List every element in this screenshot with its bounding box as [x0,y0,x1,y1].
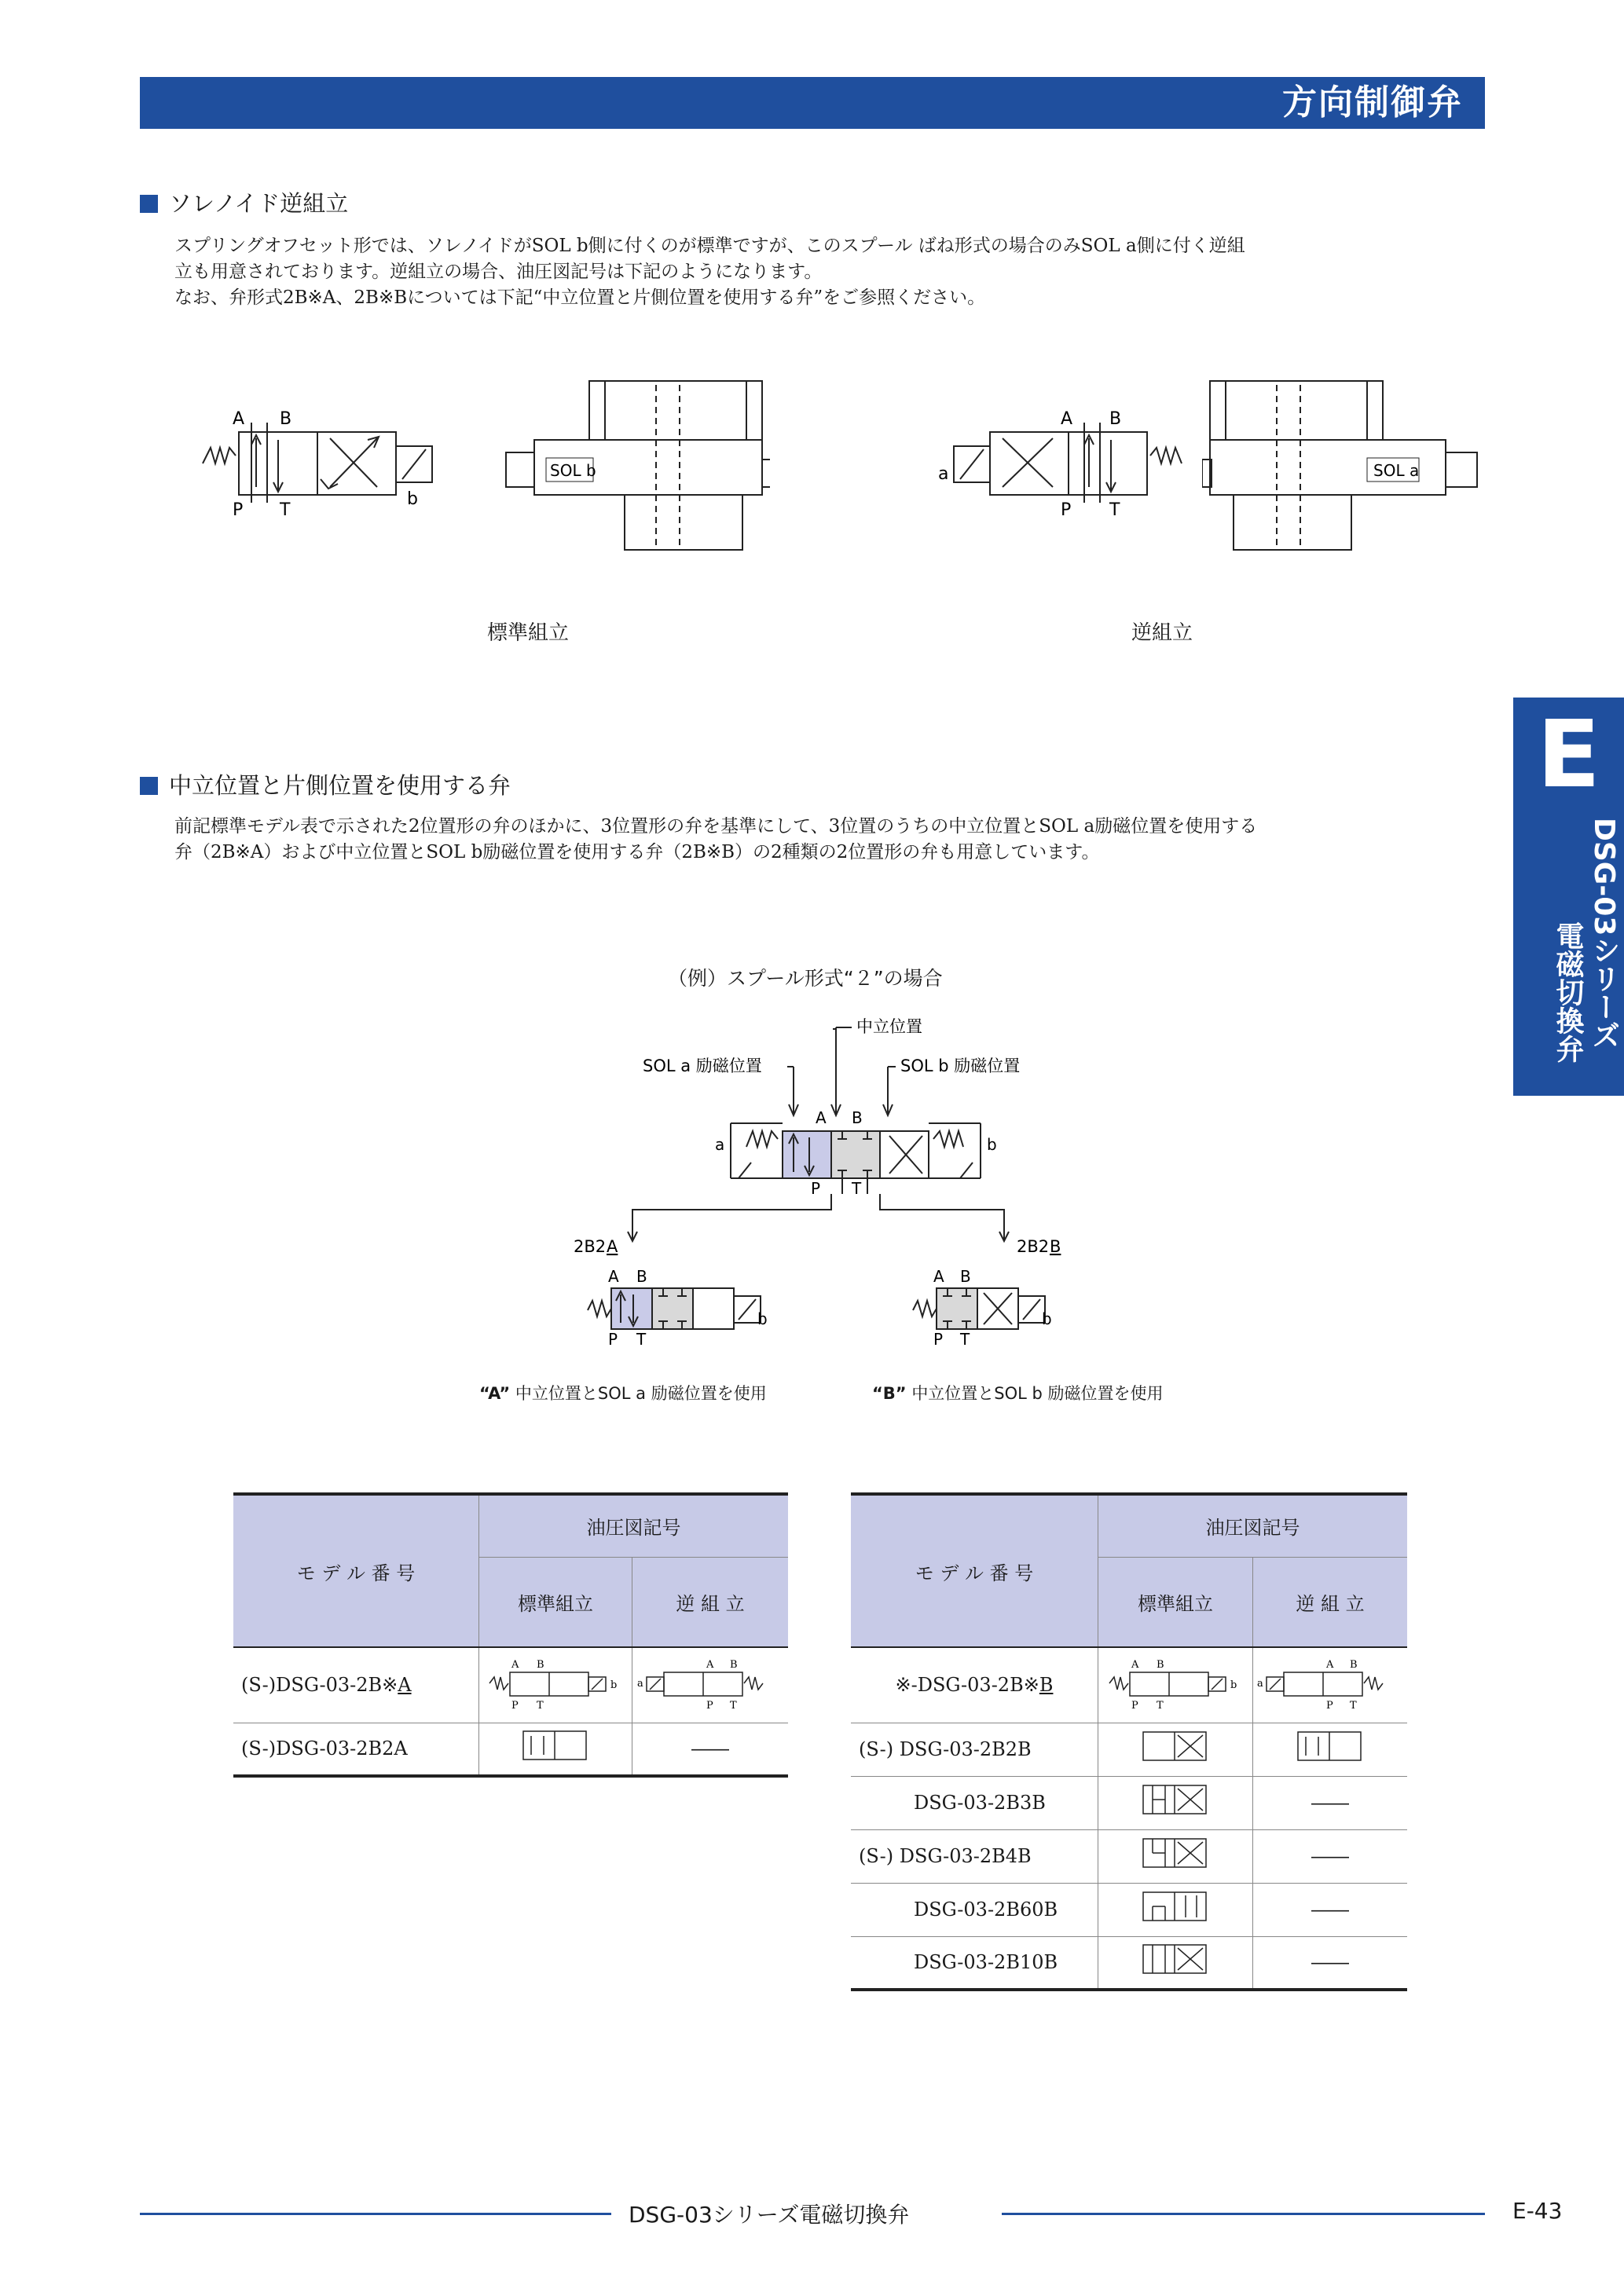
sol-a-label: SOL a [1373,461,1420,480]
model-cell: (S-)DSG-03-2B※A [233,1647,479,1723]
table-row [851,1647,1407,1723]
chapter-tab-title[interactable] [1513,811,1624,1096]
standard-symbol-cell [1098,1883,1253,1936]
header-hydraulic-symbol: 油圧図記号 [479,1494,789,1557]
port-A-label: A [933,1267,944,1286]
sol-side-label: b [407,489,418,509]
valve-symbol-icon [1140,1729,1211,1765]
sol-b-label: SOL b [550,461,596,480]
reverse-cell: ―― [1253,1776,1408,1829]
standard-symbol-cell [1098,1776,1253,1829]
valve-symbol-icon [1140,1942,1211,1978]
paragraph-line: 前記標準モデル表で示された2位置形の弁のほかに、3位置形の弁を基準にして、3位置のうちの中立位置とSOL a励磁位置を使用する [174,816,1258,837]
reverse-assembly-caption: 逆組立 [1131,621,1193,645]
header-model-number: モ デ ル 番 号 [851,1494,1098,1647]
svg-text:P: P [1131,1700,1138,1711]
caption-quote-A: “A” [479,1384,511,1403]
side-b-label: b [757,1309,768,1328]
chapter-tab-valve: 電磁切換弁 [1552,921,1584,1063]
model-table-B [851,1492,1407,1991]
standard-symbol-cell [479,1647,632,1723]
port-T-label: T [960,1330,970,1349]
reverse-cell: ―― [632,1723,789,1776]
svg-text:P: P [706,1700,713,1711]
table-row [851,1723,1407,1776]
header-bar [140,77,1485,129]
paragraph-line: 弁（2B※A）および中立位置とSOL b励磁位置を使用する弁（2B※B）の2種類の2位置形の弁も用意しています。 [174,842,1100,862]
caption-text: 中立位置とSOL b 励磁位置を使用 [911,1384,1164,1403]
reverse-assembly-symbol [935,401,1186,518]
section1-paragraph [174,233,1502,311]
chapter-tab-letter[interactable]: E [1513,698,1624,811]
header-model-number: モ デ ル 番 号 [233,1494,479,1647]
valve-symbol-icon [520,1728,591,1764]
port-T-label: T [852,1179,862,1198]
port-A-label: A [1061,409,1073,429]
svg-text:b: b [610,1679,618,1692]
svg-text:a: a [1257,1678,1263,1690]
svg-text:A: A [511,1659,519,1672]
svg-text:P: P [1326,1700,1333,1711]
example-spool-diagram [550,1005,1100,1414]
table-row [851,1883,1407,1936]
standard-symbol-cell [479,1723,632,1776]
paragraph-line: スプリングオフセット形では、ソレノイドがSOL b側に付くのが標準ですが、このスプール ばね形式の場合のみSOL a側に付く逆組 [174,236,1245,256]
section-heading-neutral-one-side [140,771,511,800]
port-P-label: P [233,500,244,518]
table-row [233,1647,788,1723]
model-cell: (S-) DSG-03-2B2B [851,1723,1098,1776]
section-heading-text: 中立位置と片側位置を使用する弁 [169,772,511,799]
port-T-label: T [636,1330,647,1349]
svg-text:T: T [1350,1700,1357,1711]
svg-text:T: T [1157,1700,1164,1711]
model-cell: (S-) DSG-03-2B4B [851,1829,1098,1883]
svg-text:a: a [637,1678,643,1690]
port-B-label: B [852,1108,863,1127]
table-row [851,1829,1407,1883]
port-B-label: B [960,1267,971,1286]
bullet-square-icon [140,777,158,795]
section2-paragraph [174,814,1502,866]
paragraph-line: なお、弁形式2B※A、2B※Bについては下記“中立位置と片側位置を使用する弁”をご参照ください。 [174,287,986,308]
center-position-label: 中立位置 [856,1017,922,1036]
sol-a-position-label: SOL a 励磁位置 [643,1056,762,1075]
reverse-cell: ―― [1253,1936,1408,1990]
svg-text:B: B [1157,1659,1164,1672]
svg-text:B: B [537,1659,544,1672]
reverse-symbol-cell [1253,1723,1408,1776]
model-cell: DSG-03-2B10B [851,1936,1098,1990]
port-A-label: A [233,409,245,429]
valve-symbol-icon [1105,1655,1246,1710]
port-A-label: A [816,1108,827,1127]
table-row [851,1936,1407,1990]
valve-symbol-icon [1140,1836,1211,1872]
svg-text:B: B [1350,1659,1358,1672]
svg-text:A: A [1326,1659,1334,1672]
svg-text:b: b [1230,1679,1237,1692]
sol-side-label: a [938,464,949,484]
valve-symbol-icon [636,1655,785,1710]
svg-text:T: T [537,1700,544,1711]
model-cell: DSG-03-2B3B [851,1776,1098,1829]
model-2B2A-prefix: 2B2 [574,1237,607,1256]
reverse-cell: ―― [1253,1883,1408,1936]
model-2B2B-prefix: 2B2 [1017,1237,1050,1256]
bullet-square-icon [140,195,158,213]
side-b-label: b [987,1135,997,1154]
caption-2B2A [479,1381,767,1404]
port-P-label: P [608,1330,618,1349]
standard-assembly-caption: 標準組立 [487,621,570,645]
sol-b-position-label: SOL b 励磁位置 [900,1056,1021,1075]
standard-symbol-cell [1098,1936,1253,1990]
model-2B2B-suffix: B [1050,1237,1061,1256]
model-cell: ※-DSG-03-2B※B [851,1647,1098,1723]
port-T-label: T [280,500,291,518]
caption-2B2B [872,1381,1164,1404]
port-P-label: P [1061,500,1072,518]
port-A-label: A [608,1267,619,1286]
footer-title: DSG-03シリーズ電磁切換弁 [629,2202,910,2228]
reverse-symbol-cell [1253,1647,1408,1723]
section-heading-reverse-assembly [140,189,348,218]
reverse-symbol-cell [632,1647,789,1723]
page-number: E-43 [1512,2198,1563,2224]
port-B-label: B [1109,409,1122,429]
standard-assembly-symbol [196,401,448,518]
header-standard: 標準組立 [479,1557,632,1647]
svg-text:P: P [511,1700,519,1711]
standard-symbol-cell [1098,1647,1253,1723]
svg-text:B: B [730,1659,738,1672]
svg-text:A: A [1131,1659,1139,1672]
reverse-valve-drawing [1202,377,1485,554]
section-heading-text: ソレノイド逆組立 [169,190,349,217]
valve-symbol-icon [485,1655,626,1710]
reverse-cell: ―― [1253,1829,1408,1883]
svg-text:A: A [706,1659,714,1672]
header-reverse: 逆 組 立 [632,1557,789,1647]
port-T-label: T [1109,500,1120,518]
footer-rule-right [1002,2213,1485,2215]
table-row [851,1776,1407,1829]
paragraph-line: 立も用意されております。逆組立の場合、油圧図記号は下記のようになります。 [174,262,823,282]
valve-symbol-icon [1256,1655,1405,1710]
standard-symbol-cell [1098,1723,1253,1776]
side-a-label: a [715,1135,725,1154]
port-B-label: B [636,1267,647,1286]
standard-valve-drawing [503,377,770,554]
port-P-label: P [811,1179,821,1198]
svg-text:T: T [730,1700,737,1711]
valve-symbol-icon [1140,1889,1211,1925]
side-b-label: b [1042,1309,1052,1328]
standard-symbol-cell [1098,1829,1253,1883]
header-hydraulic-symbol: 油圧図記号 [1098,1494,1408,1557]
caption-quote-B: “B” [872,1384,907,1403]
model-cell: (S-)DSG-03-2B2A [233,1723,479,1776]
header-standard: 標準組立 [1098,1557,1253,1647]
chapter-tab-series: DSG-03シリーズ [1588,818,1620,1049]
port-B-label: B [280,409,292,429]
valve-symbol-icon [1140,1782,1211,1818]
model-table-A [233,1492,788,1778]
model-cell: DSG-03-2B60B [851,1883,1098,1936]
header-reverse: 逆 組 立 [1253,1557,1408,1647]
footer-rule-left [140,2213,611,2215]
page-category-title: 方向制御弁 [1282,82,1463,123]
port-P-label: P [933,1330,944,1349]
example-title: （例）スプール形式“２”の場合 [668,967,943,990]
table-row [233,1723,788,1776]
caption-text: 中立位置とSOL a 励磁位置を使用 [515,1384,767,1403]
model-2B2A-suffix: A [607,1237,618,1256]
valve-symbol-icon [1295,1729,1366,1765]
